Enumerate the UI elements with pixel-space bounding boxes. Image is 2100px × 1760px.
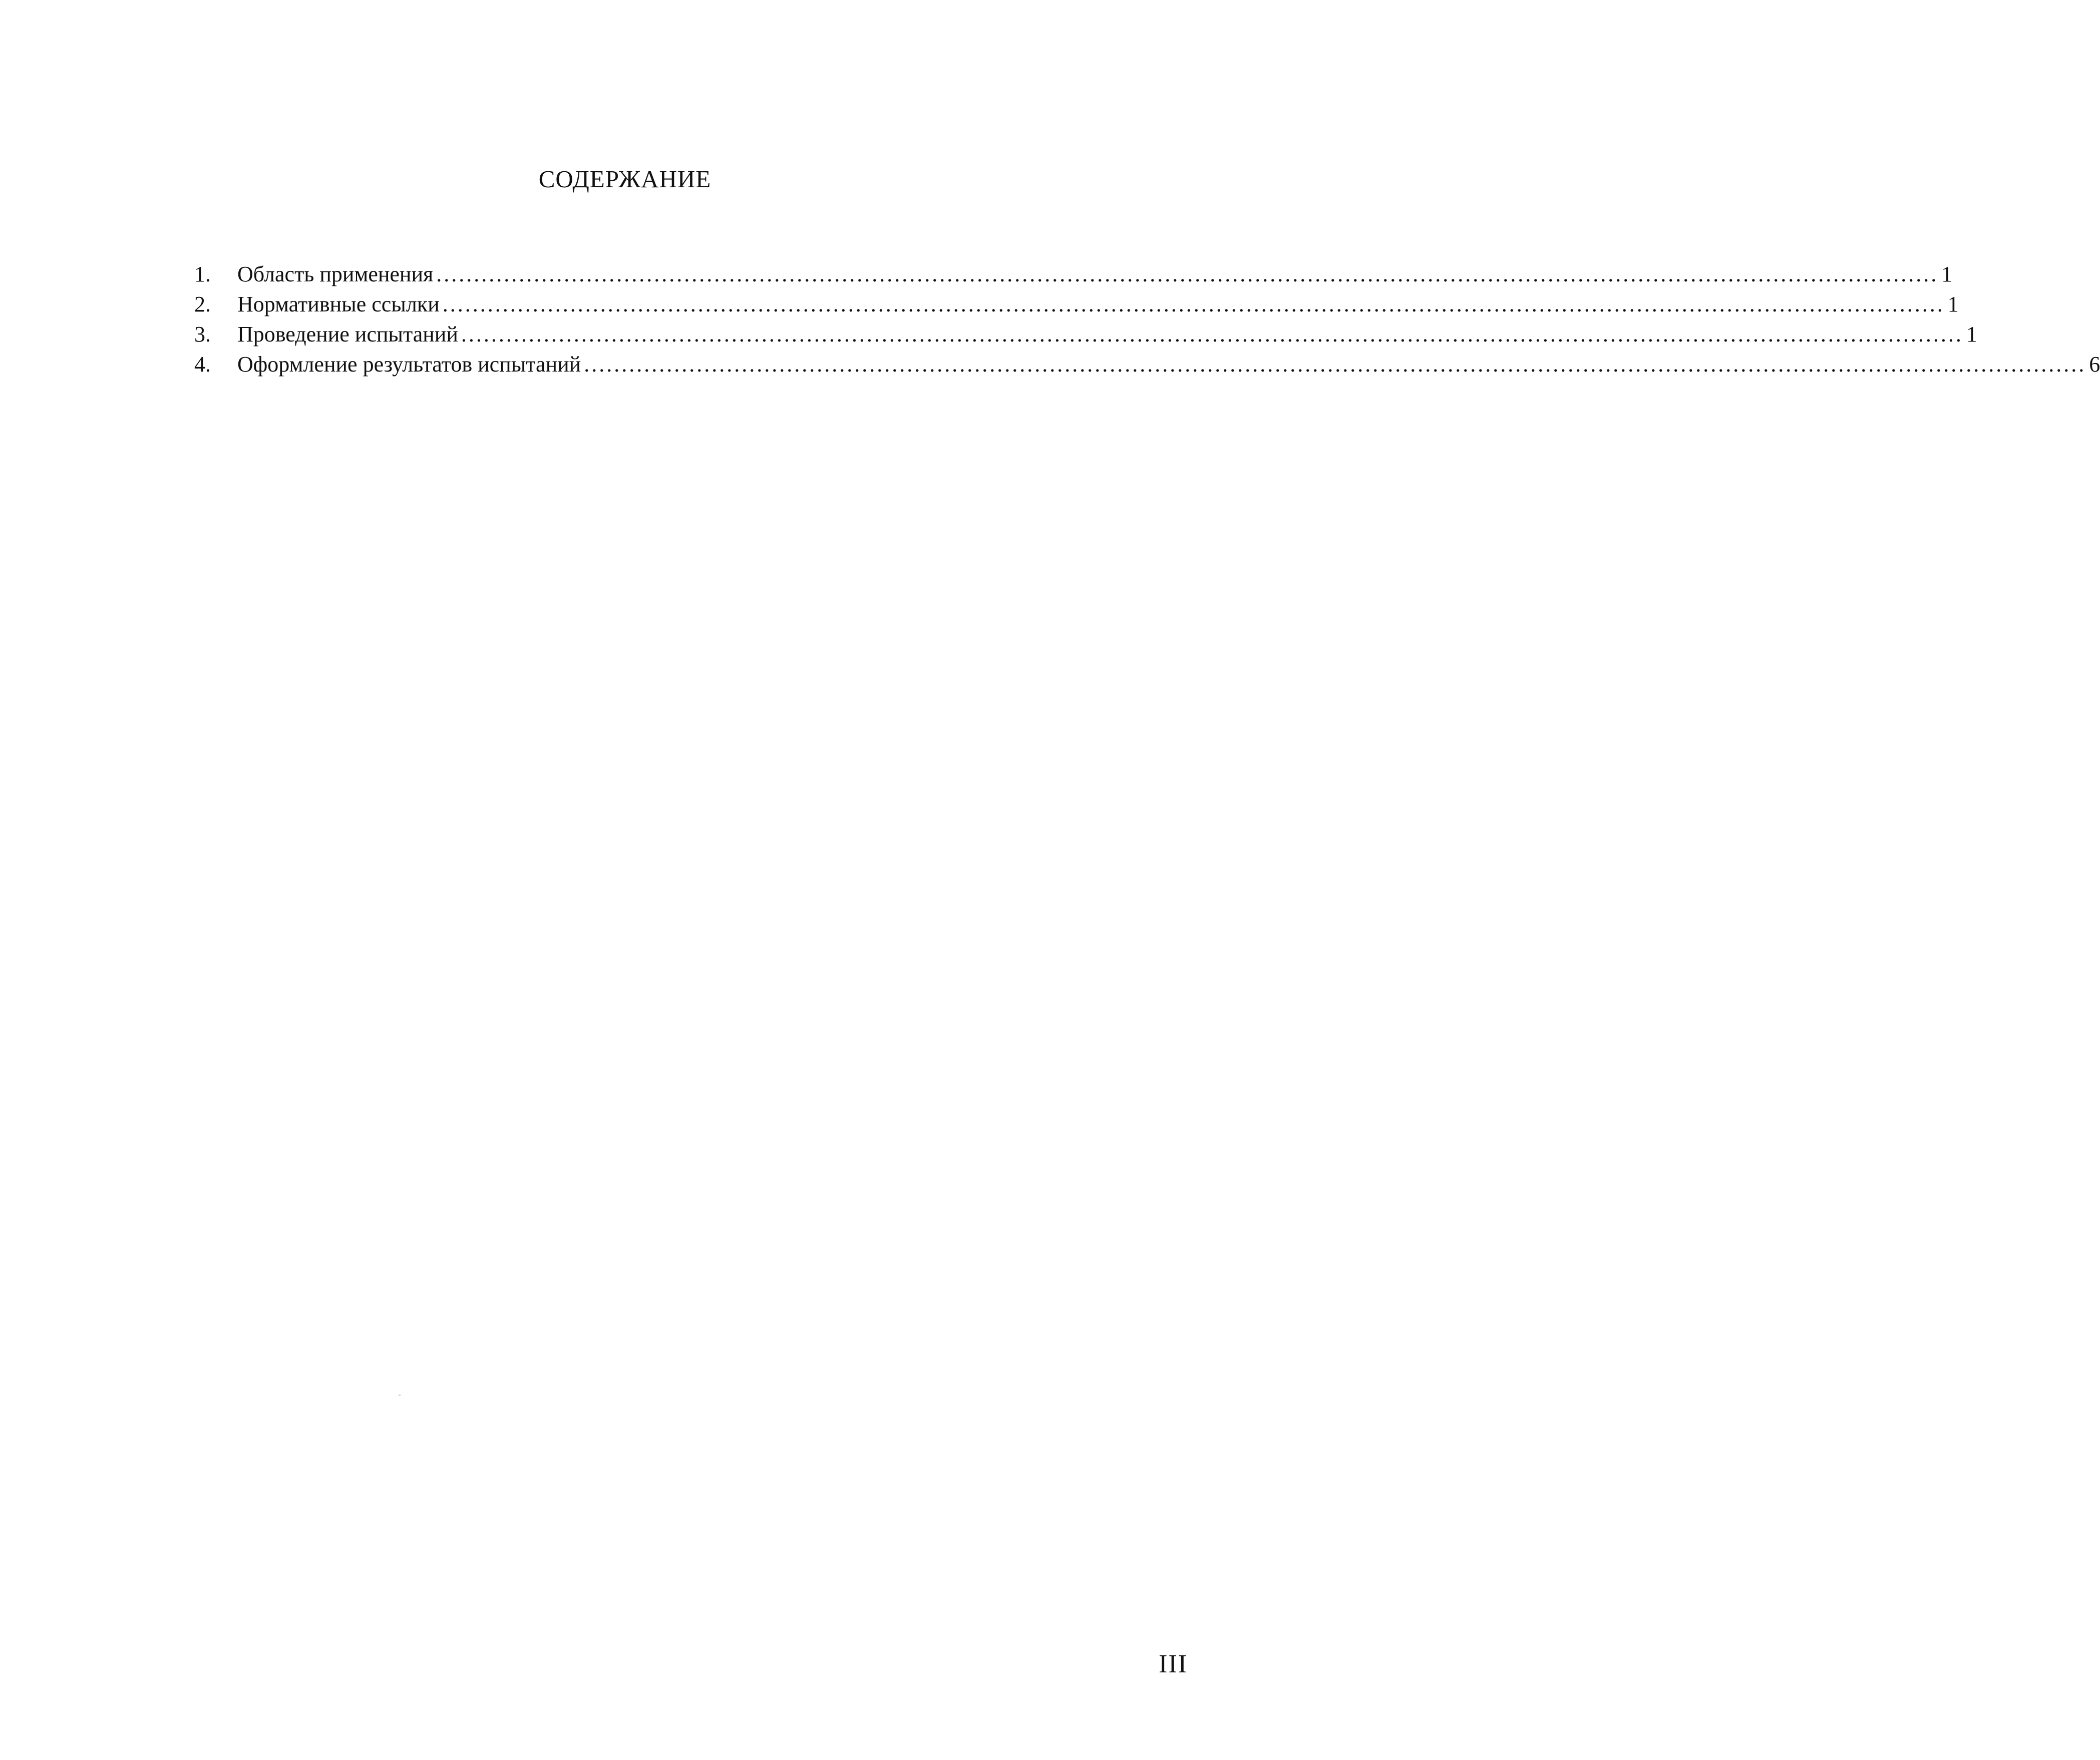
scan-speck — [399, 1394, 401, 1396]
toc-entry-number: 2. — [194, 292, 211, 316]
dot-leader: ........................................................................................................................................................................................................ — [442, 292, 1945, 316]
toc-entry-label: Оформление результатов испытаний — [237, 352, 581, 377]
toc-entry-scope — [194, 259, 1953, 289]
toc-entry-page: 1 — [1947, 292, 1959, 316]
toc-entry-number: 4. — [194, 352, 211, 377]
toc-entry-page: 6 — [2089, 352, 2100, 377]
toc-entry-label: Нормативные ссылки — [237, 292, 440, 316]
dot-leader: ........................................................................................................................................................................................................ — [461, 322, 1963, 346]
dot-leader: ........................................................................................................................................................................................................ — [584, 352, 2086, 377]
toc-entry-page: 1 — [1941, 262, 1953, 286]
toc-entry-number: 1. — [194, 262, 211, 286]
dot-leader: ........................................................................................................................................................................................................ — [436, 262, 1939, 286]
toc-entry-results — [194, 349, 2100, 380]
toc-entry-normative-references — [194, 289, 1959, 319]
toc-entry-number: 3. — [194, 322, 211, 346]
table-of-contents — [194, 259, 2100, 380]
toc-entry-testing — [194, 319, 1977, 349]
toc-heading: СОДЕРЖАНИЕ — [538, 165, 712, 193]
toc-entry-label: Область применения — [237, 262, 434, 286]
toc-entry-page: 1 — [1966, 322, 1977, 346]
page-number: III — [1159, 1650, 1188, 1678]
toc-entry-label: Проведение испытаний — [237, 322, 458, 346]
